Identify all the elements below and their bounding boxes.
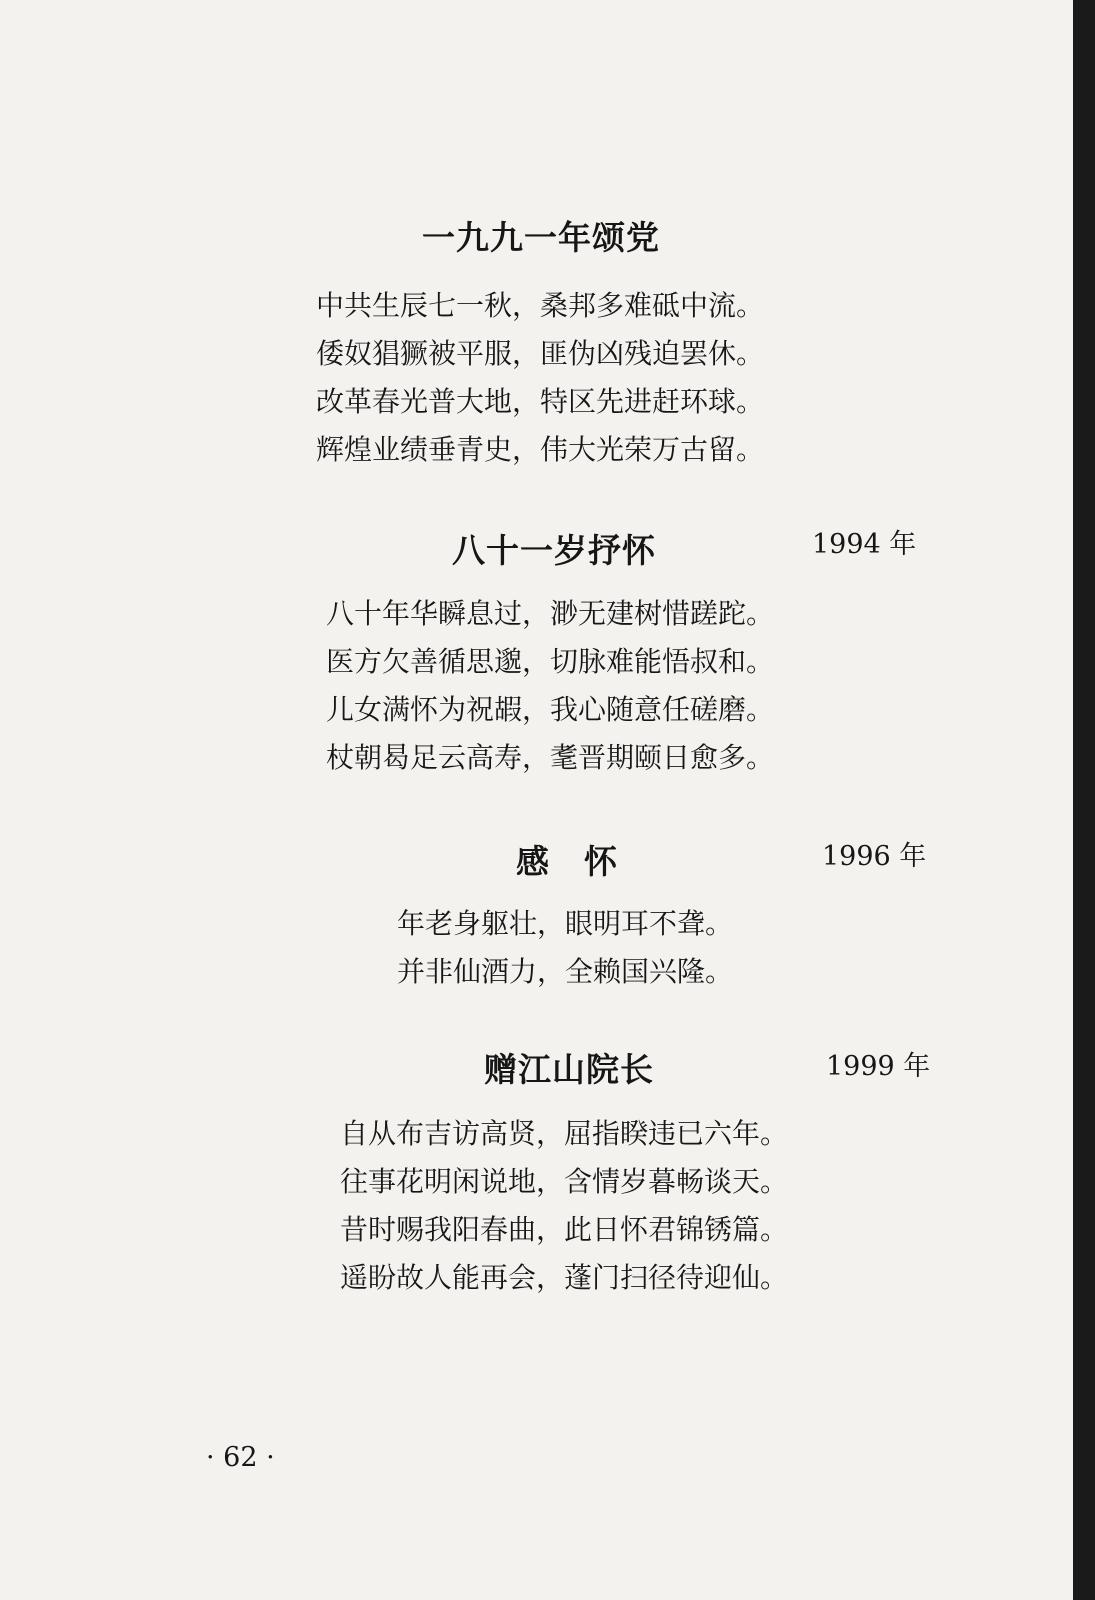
page-edge-shadow [1073,0,1095,1600]
poem-title: 八十一岁抒怀 [452,531,656,570]
poem-line: 改革春光普大地，特区先进赶环球。 [316,385,765,418]
poem-body [397,900,733,996]
poem-line: 中共生辰七一秋，桑邦多难砥中流。 [316,289,765,322]
poem-line: 倭奴猖獗被平服，匪伪凶残迫罢休。 [316,337,765,370]
poem-title: 感 怀 [516,842,618,881]
poem-body [326,590,774,782]
poem-line: 八十年华瞬息过，渺无建树惜蹉跎。 [326,597,775,630]
poem-body [340,1110,788,1302]
poem-line: 杖朝曷足云高寿，耄晋期颐日愈多。 [326,741,775,774]
poem-title: 一九九一年颂党 [422,218,660,257]
poem-line: 年老身躯壮，眼明耳不聋。 [397,907,734,940]
poem-line: 遥盼故人能再会，蓬门扫径待迎仙。 [340,1261,789,1294]
poem-line: 辉煌业绩垂青史，伟大光荣万古留。 [316,433,765,466]
poem-line: 儿女满怀为祝嘏，我心随意任磋磨。 [326,693,775,726]
page-number: · 62 · [206,1442,275,1473]
poem-year: 1994 年 [812,529,917,560]
poem-year: 1996 年 [822,841,927,872]
poem-title: 赠江山院长 [484,1050,654,1089]
poem-line: 并非仙酒力，全赖国兴隆。 [397,955,734,988]
poem-line: 往事花明闲说地，含情岁暮畅谈天。 [340,1165,789,1198]
poem-line: 昔时赐我阳春曲，此日怀君锦锈篇。 [340,1213,789,1246]
poem-line: 医方欠善循思邈，切脉难能悟叔和。 [326,645,775,678]
poem-body [316,282,764,474]
poem-line: 自从布吉访高贤，屈指睽违已六年。 [340,1117,789,1150]
poem-year: 1999 年 [826,1051,931,1082]
